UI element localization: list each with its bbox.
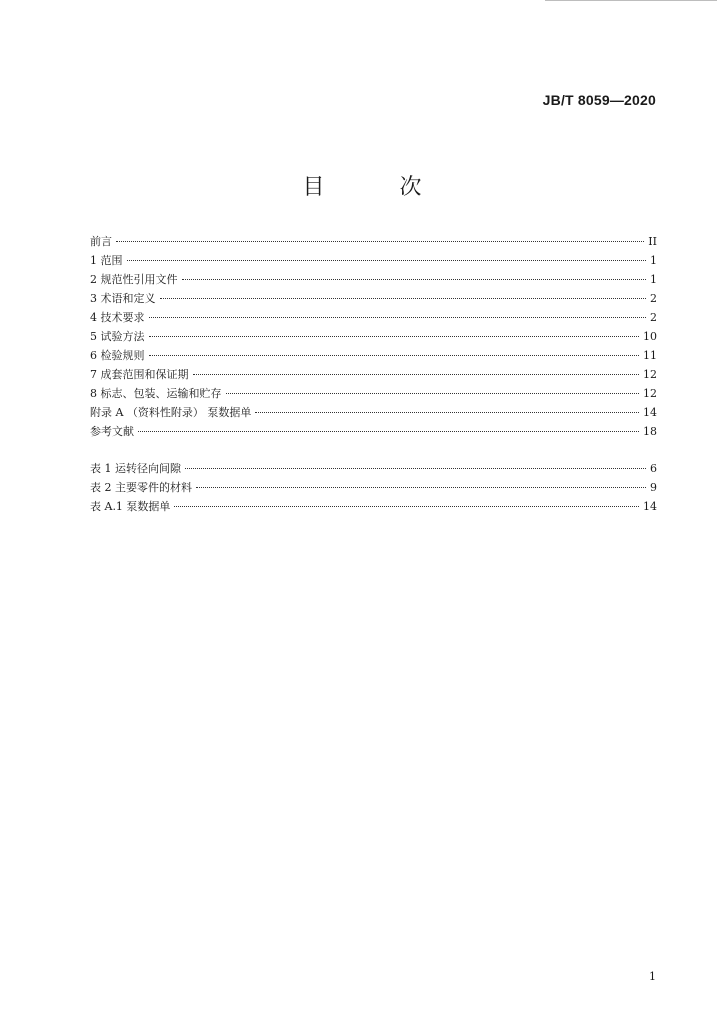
toc-entry-label: 附录 A （资料性附录） 泵数据单 xyxy=(90,406,252,419)
toc-leader-dots xyxy=(127,259,647,261)
toc-entry-label: 2 规范性引用文件 xyxy=(90,273,178,286)
toc-leader-dots xyxy=(174,505,639,507)
toc-entry-page: 18 xyxy=(643,425,657,438)
toc-entry[interactable] xyxy=(90,251,657,270)
toc-entry[interactable] xyxy=(90,384,657,403)
toc-entry-label: 参考文献 xyxy=(90,425,134,438)
toc-entry[interactable] xyxy=(90,327,657,346)
toc-entry[interactable] xyxy=(90,289,657,308)
toc-entry[interactable] xyxy=(90,403,657,422)
document-code: JB/T 8059—2020 xyxy=(542,92,656,108)
toc-leader-dots xyxy=(149,335,640,337)
toc-entry-label: 表 1 运转径向间隙 xyxy=(90,462,181,475)
toc-title: 目 次 xyxy=(302,175,456,200)
toc-leader-dots xyxy=(116,240,644,242)
toc-entry-page: 14 xyxy=(643,500,657,513)
toc-leader-dots xyxy=(255,411,639,413)
toc-leader-dots xyxy=(138,430,639,432)
toc-leader-dots xyxy=(193,373,640,375)
toc-entry-label: 4 技术要求 xyxy=(90,311,145,324)
toc-entry-label: 1 范围 xyxy=(90,254,123,267)
toc-entry[interactable] xyxy=(90,270,657,289)
page-number: 1 xyxy=(649,970,656,983)
toc-leader-dots xyxy=(196,486,646,488)
toc-entry-page: 2 xyxy=(650,311,657,324)
toc-entry-page: 1 xyxy=(650,254,657,267)
toc-entry-page: 9 xyxy=(650,481,657,494)
toc-entry-label: 3 术语和定义 xyxy=(90,292,156,305)
toc-entry-page: 12 xyxy=(643,368,657,381)
toc-entry[interactable] xyxy=(90,232,657,251)
toc-entry-page: 10 xyxy=(643,330,657,343)
toc-entry[interactable] xyxy=(90,308,657,327)
toc-tables-list xyxy=(90,459,657,516)
top-rule xyxy=(545,0,717,1)
toc-entry-page: 14 xyxy=(643,406,657,419)
toc-leader-dots xyxy=(182,278,647,280)
toc-main-list xyxy=(90,232,657,441)
toc-entry-label: 6 检验规则 xyxy=(90,349,145,362)
toc-table-entry[interactable] xyxy=(90,497,657,516)
toc-leader-dots xyxy=(149,316,647,318)
toc-entry-label: 表 2 主要零件的材料 xyxy=(90,481,192,494)
toc-entry-page: 6 xyxy=(650,462,657,475)
toc-entry-label: 前言 xyxy=(90,235,112,248)
toc-entry[interactable] xyxy=(90,346,657,365)
toc-entry-label: 表 A.1 泵数据单 xyxy=(90,500,171,513)
toc-entry-label: 8 标志、包装、运输和贮存 xyxy=(90,387,222,400)
toc-entry[interactable] xyxy=(90,422,657,441)
toc-leader-dots xyxy=(226,392,640,394)
toc-entry-page: 12 xyxy=(643,387,657,400)
toc-leader-dots xyxy=(160,297,647,299)
toc-table-entry[interactable] xyxy=(90,478,657,497)
toc-entry-page: 2 xyxy=(650,292,657,305)
toc-leader-dots xyxy=(149,354,640,356)
toc-entry[interactable] xyxy=(90,365,657,384)
toc-leader-dots xyxy=(185,467,646,469)
toc-entry-page: 1 xyxy=(650,273,657,286)
toc-entry-label: 7 成套范围和保证期 xyxy=(90,368,189,381)
toc-table-entry[interactable] xyxy=(90,459,657,478)
toc-entry-page: II xyxy=(648,235,657,248)
toc-entry-page: 11 xyxy=(643,349,657,362)
toc-entry-label: 5 试验方法 xyxy=(90,330,145,343)
